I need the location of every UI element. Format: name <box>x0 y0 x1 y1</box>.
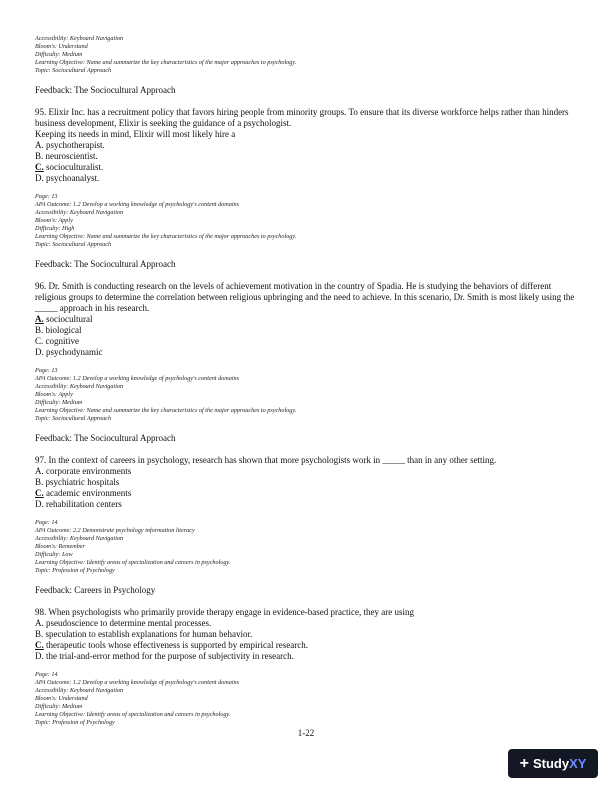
option-letter: B. <box>35 325 44 335</box>
option-text: sociocultural <box>43 314 93 324</box>
option-text: socioculturalist. <box>43 162 104 172</box>
meta-line: Bloom's: Apply <box>35 391 73 398</box>
meta-line: Learning Objective: Name and summarize the key characteristics of the major approaches to psychology. <box>35 407 297 414</box>
option-letter: A. <box>35 140 44 150</box>
question-stem-continued: Keeping its needs in mind, Elixir will most likely hire a <box>35 129 236 139</box>
option-text: psychoanalyst. <box>43 173 100 183</box>
answer-option-c <box>35 336 580 347</box>
answer-option-a <box>35 618 580 629</box>
option-text: cognitive <box>43 336 80 346</box>
meta-line: Topic: Profession of Psychology <box>35 567 115 574</box>
brand-name-accent: XY <box>569 756 587 771</box>
meta-line: Learning Objective: Identify areas of specialization and careers in psychology. <box>35 711 231 718</box>
meta-line: Difficulty: High <box>35 225 75 232</box>
metadata-block <box>35 519 580 575</box>
option-text: biological <box>43 325 82 335</box>
meta-line: Accessibility: Keyboard Navigation <box>35 687 124 694</box>
meta-line: Topic: Profession of Psychology <box>35 719 115 726</box>
option-letter: B. <box>35 477 44 487</box>
option-letter: A. <box>35 314 44 324</box>
answer-option-d <box>35 347 580 358</box>
metadata-block <box>35 367 580 423</box>
answer-option-b <box>35 477 580 488</box>
meta-line: Bloom's: Understand <box>35 43 88 50</box>
studyxy-logo-button[interactable] <box>508 749 598 778</box>
option-letter: C. <box>35 336 44 346</box>
meta-line: Accessibility: Keyboard Navigation <box>35 209 124 216</box>
answer-option-d <box>35 173 580 184</box>
plus-icon: + <box>519 754 529 772</box>
page-number: 1-22 <box>297 728 315 738</box>
meta-line: Page: 13 <box>35 193 58 200</box>
option-text: psychiatric hospitals <box>43 477 120 487</box>
option-letter: D. <box>35 347 44 357</box>
option-text: corporate environments <box>43 466 132 476</box>
meta-line: APA Outcome: 1.2 Develop a working knowledge of psychology's content domains <box>35 375 240 382</box>
option-text: speculation to establish explanations for human behavior. <box>43 629 253 639</box>
answer-option-a <box>35 140 580 151</box>
option-letter: B. <box>35 151 44 161</box>
answer-option-d <box>35 651 580 662</box>
option-text: rehabilitation centers <box>43 499 122 509</box>
meta-line: Topic: Sociocultural Approach <box>35 415 112 422</box>
meta-line: Bloom's: Understand <box>35 695 88 702</box>
option-letter: C. <box>35 162 44 172</box>
meta-line: Difficulty: Medium <box>35 399 83 406</box>
option-letter: D. <box>35 651 44 661</box>
meta-line: Accessibility: Keyboard Navigation <box>35 383 124 390</box>
option-text: academic environments <box>43 488 132 498</box>
option-letter: B. <box>35 629 44 639</box>
question-97 <box>35 455 580 510</box>
question-stem: 97. In the context of careers in psychology, research has shown that more psychologists work in _____ than in any other setting. <box>35 455 497 465</box>
question-96 <box>35 281 580 358</box>
option-letter: D. <box>35 173 44 183</box>
option-text: the trial-and-error method for the purpose of subjectivity in research. <box>43 651 294 661</box>
meta-line: Topic: Sociocultural Approach <box>35 67 112 74</box>
answer-option-c-correct <box>35 162 580 173</box>
feedback-line: Feedback: The Sociocultural Approach <box>35 85 176 95</box>
metadata-block <box>35 671 580 727</box>
option-text: therapeutic tools whose effectiveness is supported by empirical research. <box>43 640 308 650</box>
feedback-line: Feedback: The Sociocultural Approach <box>35 259 176 269</box>
meta-line: APA Outcome: 1.2 Develop a working knowledge of psychology's content domains <box>35 201 240 208</box>
metadata-block <box>35 193 580 249</box>
answer-option-b <box>35 151 580 162</box>
meta-line: Difficulty: Low <box>35 551 73 558</box>
meta-line: Bloom's: Remember <box>35 543 85 550</box>
meta-line: Learning Objective: Name and summarize the key characteristics of the major approaches to psychology. <box>35 59 297 66</box>
meta-line: Difficulty: Medium <box>35 51 83 58</box>
metadata-block <box>35 35 580 75</box>
meta-line: APA Outcome: 2.2 Demonstrate psychology information literacy <box>35 527 195 534</box>
meta-line: APA Outcome: 1.2 Develop a working knowledge of psychology's content domains <box>35 679 240 686</box>
answer-option-d <box>35 499 580 510</box>
option-letter: A. <box>35 618 44 628</box>
option-letter: C. <box>35 488 44 498</box>
meta-line: Bloom's: Apply <box>35 217 73 224</box>
option-letter: C. <box>35 640 44 650</box>
meta-line: Learning Objective: Identify areas of specialization and careers in psychology. <box>35 559 231 566</box>
question-stem: 96. Dr. Smith is conducting research on the levels of achievement motivation in the country of Spadia. He is studying the behaviors of different religious groups to determine the correlation between religious upbringing and the need to achieve. In this scenario, Dr. Smith is most likely using the _____ approach in his research. <box>35 281 575 313</box>
answer-option-b <box>35 629 580 640</box>
question-95 <box>35 107 580 184</box>
option-text: psychodynamic <box>43 347 103 357</box>
document-page <box>35 35 580 727</box>
question-stem: 98. When psychologists who primarily provide therapy engage in evidence-based practice, they are using <box>35 607 414 617</box>
answer-option-a-correct <box>35 314 580 325</box>
option-letter: A. <box>35 466 44 476</box>
option-text: psychotherapist. <box>43 140 105 150</box>
answer-option-b <box>35 325 580 336</box>
meta-line: Difficulty: Medium <box>35 703 83 710</box>
question-stem: 95. Elixir Inc. has a recruitment policy that favors hiring people from minority groups. To ensure that its diverse workforce helps rather than hinders business development, Elixir is seeking the guidance of a psychologist. <box>35 107 569 128</box>
answer-option-c-correct <box>35 640 580 651</box>
option-text: pseudoscience to determine mental processes. <box>43 618 212 628</box>
answer-option-c-correct <box>35 488 580 499</box>
meta-line: Topic: Sociocultural Approach <box>35 241 112 248</box>
question-98 <box>35 607 580 662</box>
option-letter: D. <box>35 499 44 509</box>
meta-line: Page: 14 <box>35 519 58 526</box>
meta-line: Accessibility: Keyboard Navigation <box>35 35 124 42</box>
meta-line: Accessibility: Keyboard Navigation <box>35 535 124 542</box>
feedback-line: Feedback: The Sociocultural Approach <box>35 433 176 443</box>
brand-name: Study <box>532 756 570 771</box>
option-text: neuroscientist. <box>43 151 98 161</box>
meta-line: Page: 14 <box>35 671 58 678</box>
feedback-line: Feedback: Careers in Psychology <box>35 585 156 595</box>
meta-line: Page: 13 <box>35 367 58 374</box>
answer-option-a <box>35 466 580 477</box>
meta-line: Learning Objective: Name and summarize the key characteristics of the major approaches to psychology. <box>35 233 297 240</box>
